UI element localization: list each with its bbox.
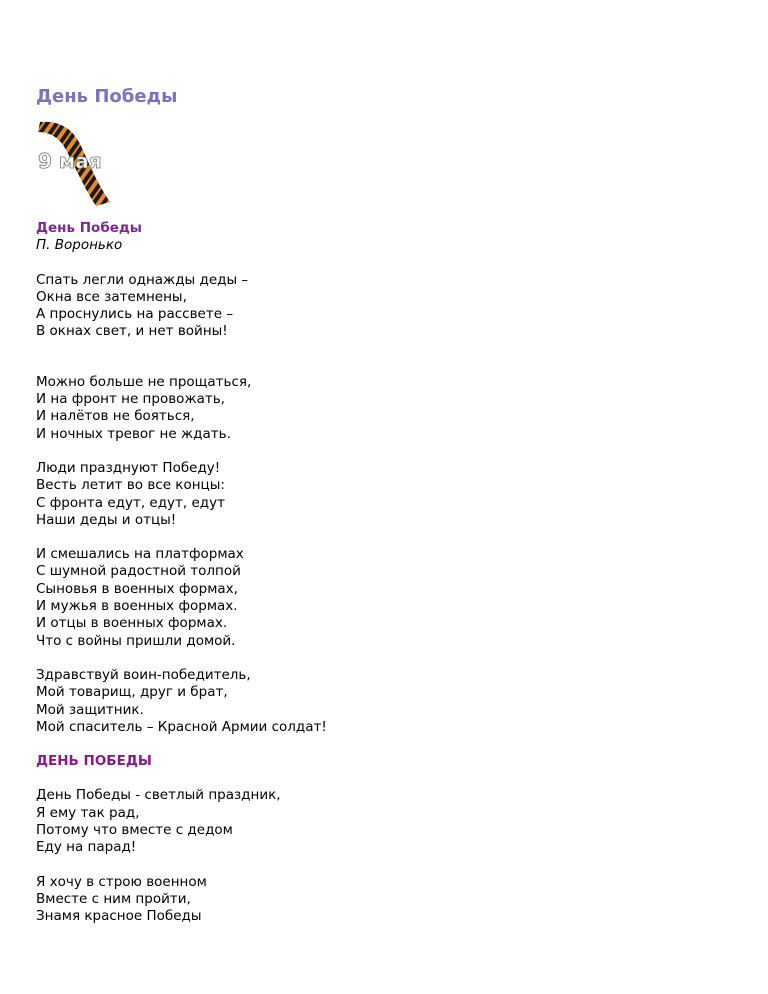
stanza <box>36 667 736 736</box>
poem-line: Что с войны пришли домой. <box>36 632 236 649</box>
poem-line: Я ему так рад, <box>36 804 140 821</box>
poem-line: Люди празднуют Победу! <box>36 459 221 476</box>
stanza <box>36 272 736 341</box>
poem-line: День Победы - светлый праздник, <box>36 787 281 804</box>
poem-line: Еду на парад! <box>36 839 137 856</box>
stanza <box>36 546 736 650</box>
poem-author: П. Воронько <box>36 237 123 254</box>
poem-line: Знамя красное Победы <box>36 908 202 925</box>
poem-line: Наши деды и отцы! <box>36 511 177 528</box>
poem-line: Сыновья в военных формах, <box>36 580 238 597</box>
poem-line: И на фронт не провожать, <box>36 391 225 408</box>
poem-line: И отцы в военных формах. <box>36 615 228 632</box>
poem-title: День Победы <box>36 220 143 236</box>
poem-line: Я хочу в строю военном <box>36 873 207 890</box>
poem-line: С шумной радостной толпой <box>36 563 241 580</box>
stanza <box>36 787 736 856</box>
poem-line: Спать легли однажды деды – <box>36 271 249 288</box>
stanza <box>36 874 736 926</box>
banner-text: 9 мая <box>38 149 102 173</box>
poem-line: Вместе с ним пройти, <box>36 890 191 907</box>
poem-line: И мужья в военных формах. <box>36 598 238 615</box>
poem-line: Здравствуй воин-победитель, <box>36 666 251 683</box>
st-george-ribbon-image <box>36 120 116 206</box>
poem-line: Весть летит во все концы: <box>36 477 225 494</box>
poem-line: Мой спаситель – Красной Армии солдат! <box>36 718 327 735</box>
poem-line: А проснулись на рассвете – <box>36 306 234 323</box>
section-heading: ДЕНЬ ПОБЕДЫ <box>36 753 152 770</box>
poem-line: И ночных тревог не ждать. <box>36 425 231 442</box>
poem-line: Мой товарищ, друг и брат, <box>36 684 228 701</box>
poem-line: Мой защитник. <box>36 701 144 718</box>
stanza <box>36 460 736 529</box>
poem-line: С фронта едут, едут, едут <box>36 494 225 511</box>
poem-line: В окнах свет, и нет войны! <box>36 323 228 340</box>
page-title: День Победы <box>36 86 178 107</box>
poem-line: И налётов не бояться, <box>36 408 195 425</box>
poems-content <box>36 220 736 926</box>
poem-line: И смешались на платформах <box>36 546 244 563</box>
poem-line: Окна все затемнены, <box>36 288 187 305</box>
poem-line: Потому что вместе с дедом <box>36 822 233 839</box>
stanza <box>36 374 736 443</box>
poem-line: Можно больше не прощаться, <box>36 373 252 390</box>
